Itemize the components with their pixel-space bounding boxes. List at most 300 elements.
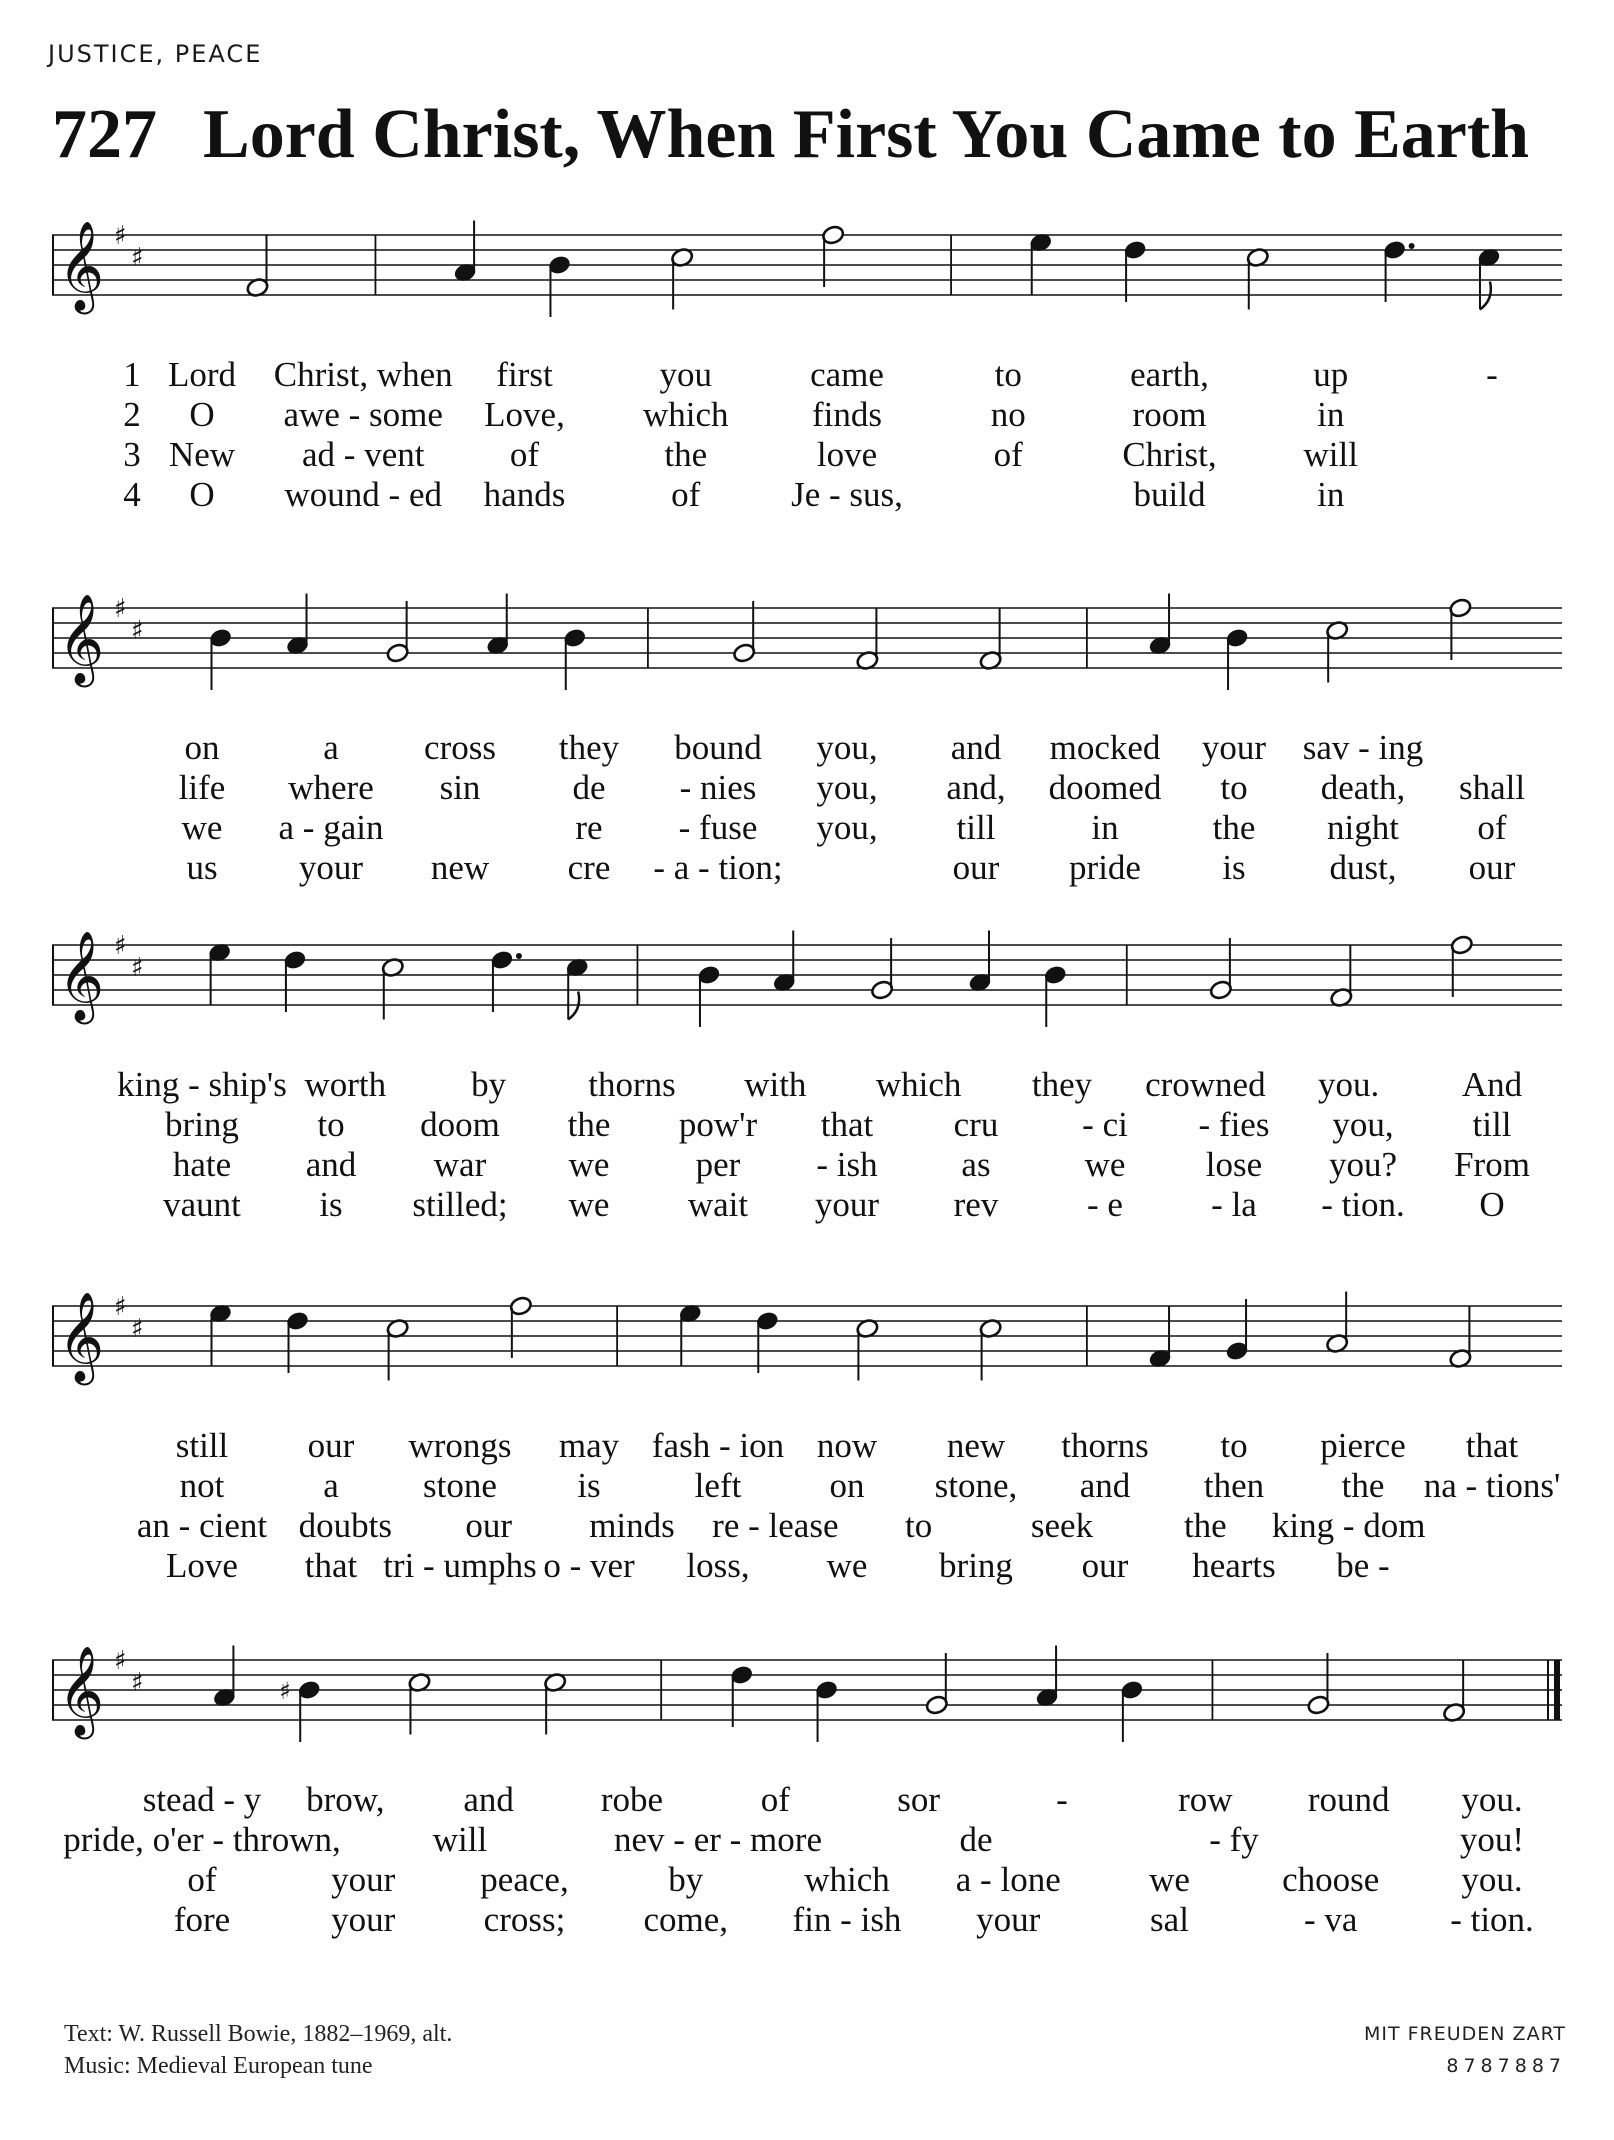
lyric-syllable: fin - ish	[792, 1900, 902, 1939]
lyric-syllable: - a - tion;	[653, 848, 783, 887]
note	[381, 957, 405, 1020]
lyric-syllable: and	[305, 1145, 357, 1184]
lyric-syllable: sav - ing	[1302, 728, 1424, 767]
lyric-syllable: which	[642, 395, 729, 434]
lyric-syllable: in	[1317, 395, 1345, 434]
dot	[1409, 243, 1415, 249]
note	[1043, 964, 1067, 1027]
staff	[52, 925, 1562, 1075]
lyric-syllable: up	[1313, 355, 1349, 394]
note	[1450, 934, 1474, 997]
lyric-line	[52, 1466, 1562, 1506]
lyric-syllable: nev - er - more	[614, 1820, 822, 1859]
lyric-syllable: - ci	[1082, 1105, 1128, 1144]
lyric-syllable: de	[572, 768, 606, 807]
note	[283, 949, 307, 1012]
note	[1442, 1661, 1466, 1724]
tune-meter: 8787887	[1446, 2055, 1566, 2077]
lyric-line	[52, 808, 1562, 848]
lyric-syllable: - fies	[1198, 1105, 1270, 1144]
lyric-syllable: that	[820, 1105, 874, 1144]
lyric-line	[52, 768, 1562, 808]
lyric-syllable: your	[814, 1185, 880, 1224]
tune-info	[1364, 2018, 1566, 2082]
note	[821, 224, 845, 287]
lyric-syllable: a - lone	[955, 1860, 1061, 1899]
lyric-syllable: ad - vent	[302, 435, 425, 474]
lyric-syllable: brow,	[306, 1780, 385, 1819]
lyric-syllable: on	[829, 1466, 865, 1505]
note	[407, 1672, 431, 1735]
lyric-syllable: love	[816, 435, 878, 474]
lyric-syllable: cre	[567, 848, 611, 887]
lyric-syllable: they	[558, 728, 620, 767]
lyric-syllable: pierce	[1320, 1426, 1406, 1465]
lyric-syllable: - fy	[1209, 1820, 1259, 1859]
dot	[516, 953, 522, 959]
note	[386, 1318, 410, 1381]
lyric-syllable: new	[946, 1426, 1006, 1465]
lyric-syllable: of	[187, 1860, 217, 1899]
lyric-syllable: fore	[173, 1900, 231, 1939]
lyric-syllable: Love	[166, 1546, 238, 1585]
lyric-syllable: the	[1341, 1466, 1385, 1505]
sharp-icon: ♯	[114, 221, 127, 251]
lyric-syllable: your	[976, 1900, 1041, 1939]
lyric-syllable: of	[760, 1780, 790, 1819]
lyric-syllable: row	[1178, 1780, 1233, 1819]
lyric-line	[52, 1105, 1562, 1145]
lyric-line	[52, 1820, 1562, 1860]
lyric-syllable: - e	[1087, 1185, 1123, 1224]
lyric-syllable: will	[432, 1820, 488, 1859]
lyric-line	[52, 1780, 1562, 1820]
note	[212, 1646, 236, 1709]
verse-number: 4	[123, 475, 141, 514]
lyric-syllable: on	[184, 728, 220, 767]
lyric-syllable: night	[1327, 808, 1399, 847]
lyric-syllable: a	[323, 1466, 339, 1505]
note	[979, 1318, 1003, 1381]
lyric-syllable: wait	[687, 1185, 749, 1224]
lyric-syllable: by	[668, 1860, 704, 1899]
lyric-syllable: - ish	[816, 1145, 878, 1184]
note	[208, 942, 232, 1005]
note	[509, 1295, 533, 1358]
lyric-syllable: the	[1212, 808, 1256, 847]
lyric-syllable: you.	[1318, 1065, 1380, 1104]
lyric-syllable: Je - sus,	[791, 475, 903, 514]
hymn-number: 727	[52, 96, 157, 173]
note	[870, 938, 894, 1001]
lyric-syllable: we	[1149, 1860, 1190, 1899]
lyric-syllable: thorns	[588, 1065, 676, 1104]
note	[386, 601, 410, 664]
lyric-syllable: our	[465, 1506, 512, 1545]
lyric-line	[52, 355, 1562, 395]
note	[855, 1318, 879, 1381]
treble-clef-icon: 𝄞	[58, 1292, 105, 1382]
lyric-syllable: loss,	[686, 1546, 750, 1585]
lyric-syllable: Christ,	[1122, 435, 1217, 474]
note	[1209, 938, 1233, 1001]
lyric-syllable: lose	[1205, 1145, 1263, 1184]
note	[279, 1677, 321, 1742]
lyric-syllable: vaunt	[163, 1185, 241, 1224]
lyric-syllable: - tion.	[1450, 1900, 1534, 1939]
lyric-syllable: then	[1203, 1466, 1265, 1505]
lyric-syllable: hate	[172, 1145, 232, 1184]
lyric-syllable: sor	[897, 1780, 941, 1819]
note	[285, 1310, 309, 1373]
lyric-syllable: is	[1222, 848, 1246, 887]
lyric-syllable: the	[567, 1105, 611, 1144]
lyric-syllable: to	[905, 1506, 933, 1545]
lyric-syllable: left	[694, 1466, 742, 1505]
lyric-syllable: o - ver	[543, 1546, 635, 1585]
lyric-syllable: bring	[939, 1546, 1013, 1585]
note	[1120, 1679, 1144, 1742]
lyric-syllable: life	[178, 768, 226, 807]
lyric-syllable: rev	[953, 1185, 999, 1224]
lyric-syllable: in	[1317, 475, 1345, 514]
note	[1448, 1307, 1472, 1370]
lyric-syllable: we	[826, 1546, 868, 1585]
lyric-syllable: your	[1201, 728, 1267, 767]
lyric-syllable: room	[1132, 395, 1207, 434]
lyric-syllable: bring	[165, 1105, 239, 1144]
lyric-syllable: will	[1303, 435, 1358, 474]
lyric-syllable: our	[1081, 1546, 1129, 1585]
lyric-line	[52, 1185, 1562, 1225]
lyric-syllable: that	[1465, 1426, 1519, 1465]
sharp-icon: ♯	[114, 1646, 127, 1676]
lyric-syllable: your	[298, 848, 364, 887]
lyric-syllable: minds	[589, 1506, 675, 1545]
lyric-syllable: still	[175, 1426, 229, 1465]
hymn-title: Lord Christ, When First You Came to Earth	[203, 96, 1530, 173]
lyric-syllable: you!	[1459, 1820, 1525, 1859]
lyric-line	[52, 1546, 1562, 1586]
note	[697, 964, 721, 1027]
lyric-syllable: - fuse	[678, 808, 758, 847]
lyric-syllable: tri - umphs	[383, 1546, 537, 1585]
lyric-syllable: you	[659, 355, 712, 394]
note	[453, 221, 477, 284]
lyric-syllable: And	[1461, 1065, 1523, 1104]
lyric-syllable: stilled;	[412, 1185, 508, 1224]
lyric-line	[52, 728, 1562, 768]
verse-number: 2	[123, 395, 141, 434]
lyric-syllable: Love,	[484, 395, 565, 434]
lyric-syllable: in	[1091, 808, 1119, 847]
note	[1035, 1646, 1059, 1709]
sharp-icon: ♯	[131, 953, 144, 983]
lyric-syllable: a	[323, 728, 339, 767]
lyric-syllable: which	[875, 1065, 962, 1104]
lyric-syllable: a - gain	[278, 808, 384, 847]
note	[730, 1664, 754, 1727]
sharp-icon: ♯	[131, 1668, 144, 1698]
note	[1148, 1307, 1172, 1370]
lyric-syllable: to	[994, 355, 1022, 394]
lyric-line	[52, 1900, 1562, 1940]
staff	[52, 215, 1562, 365]
lyric-line	[52, 1145, 1562, 1185]
note	[772, 931, 796, 994]
lyric-syllable: wound - ed	[284, 475, 442, 514]
lyric-syllable: Christ, when	[273, 355, 453, 394]
lyric-syllable: king - ship's	[117, 1065, 287, 1104]
lyric-syllable: -	[1486, 355, 1498, 394]
sharp-icon: ♯	[131, 616, 144, 646]
lyric-syllable: cru	[953, 1105, 999, 1144]
treble-clef-icon: 𝄞	[58, 1646, 105, 1736]
lyric-syllable: doomed	[1048, 768, 1162, 807]
lyric-syllable: which	[804, 1860, 890, 1899]
music-credit: Music: Medieval European tune	[64, 2053, 373, 2079]
lyric-syllable: - la	[1211, 1185, 1257, 1224]
lyric-syllable: the	[664, 435, 708, 474]
lyric-syllable: came	[810, 355, 884, 394]
lyric-syllable: the	[1183, 1506, 1227, 1545]
lyric-syllable: hands	[483, 475, 566, 514]
lyric-syllable: you,	[1332, 1105, 1394, 1144]
lyric-line	[52, 848, 1562, 888]
sharp-icon: ♯	[114, 1292, 127, 1322]
lyric-syllable: round	[1307, 1780, 1390, 1819]
note	[565, 957, 589, 1020]
lyric-syllable: cross	[424, 728, 496, 767]
note	[543, 1672, 567, 1735]
sharp-accidental-icon: ♯	[279, 1677, 291, 1705]
lyric-syllable: till	[1472, 1105, 1512, 1144]
lyric-syllable: of	[671, 475, 701, 514]
lyric-syllable: your	[331, 1860, 396, 1899]
lyric-syllable: an - cient	[136, 1506, 268, 1545]
lyric-syllable: O	[1479, 1185, 1505, 1224]
lyric-syllable: bound	[674, 728, 762, 767]
note	[1383, 239, 1415, 302]
lyric-syllable: finds	[812, 395, 882, 434]
lyric-syllable: no	[990, 395, 1026, 434]
lyric-syllable: we	[568, 1185, 610, 1224]
note	[1225, 1299, 1249, 1362]
lyric-syllable: your	[331, 1900, 396, 1939]
staff	[52, 1640, 1562, 1790]
lyric-syllable: we	[181, 808, 223, 847]
lyric-syllable: be -	[1336, 1546, 1390, 1585]
lyric-syllable: worth	[304, 1065, 387, 1104]
lyric-syllable: -	[1056, 1780, 1068, 1819]
note	[1325, 1292, 1349, 1355]
lyric-syllable: with	[744, 1065, 807, 1104]
note	[547, 254, 571, 317]
note	[486, 594, 510, 657]
lyric-line	[52, 1426, 1562, 1466]
lyric-syllable: thorns	[1061, 1426, 1149, 1465]
lyric-syllable: stone	[423, 1466, 497, 1505]
lyric-syllable: our	[307, 1426, 355, 1465]
lyric-syllable: build	[1133, 475, 1206, 514]
lyric-syllable: per	[695, 1145, 741, 1184]
tune-name: MIT FREUDEN ZART	[1363, 2023, 1566, 2045]
lyric-syllable: de	[959, 1820, 993, 1859]
note	[1123, 239, 1147, 302]
lyric-syllable: fash - ion	[651, 1426, 785, 1465]
lyric-syllable: sal	[1150, 1900, 1189, 1939]
lyric-syllable: shall	[1458, 768, 1526, 807]
note	[1029, 232, 1053, 295]
lyric-syllable: awe - some	[283, 395, 443, 434]
hymn-header	[52, 96, 1530, 173]
lyric-syllable: re	[575, 808, 603, 847]
lyric-line	[52, 435, 1562, 475]
lyric-syllable: - tion.	[1321, 1185, 1405, 1224]
lyric-syllable: as	[961, 1145, 991, 1184]
lyric-syllable: that	[304, 1546, 358, 1585]
note	[1448, 597, 1472, 660]
lyric-syllable: they	[1031, 1065, 1093, 1104]
lyric-syllable: new	[430, 848, 490, 887]
lyric-line	[52, 1506, 1562, 1546]
text-credit: Text: W. Russell Bowie, 1882–1969, alt.	[64, 2021, 453, 2047]
lyric-syllable: choose	[1282, 1860, 1380, 1899]
lyric-syllable: From	[1454, 1145, 1530, 1184]
lyric-syllable: of	[1477, 808, 1507, 847]
lyric-syllable: is	[319, 1185, 343, 1224]
lyric-syllable: death,	[1320, 768, 1406, 807]
lyric-syllable: we	[1084, 1145, 1126, 1184]
note	[490, 949, 522, 1012]
lyric-syllable: first	[496, 355, 553, 394]
treble-clef-icon: 𝄞	[58, 931, 105, 1021]
lyric-syllable: doubts	[298, 1506, 393, 1545]
lyric-syllable: our	[952, 848, 1000, 887]
lyric-syllable: till	[956, 808, 996, 847]
lyric-syllable: earth,	[1130, 355, 1209, 394]
lyric-syllable: and	[950, 728, 1002, 767]
lyric-syllable: king - dom	[1271, 1506, 1426, 1545]
note	[979, 609, 1003, 672]
note	[1246, 247, 1270, 310]
lyric-syllable: may	[558, 1426, 620, 1465]
lyric-syllable: you.	[1461, 1860, 1523, 1899]
lyric-line	[52, 475, 1562, 515]
lyric-syllable: our	[1468, 848, 1516, 887]
lyric-line	[52, 1065, 1562, 1105]
note	[732, 601, 756, 664]
lyric-syllable: - nies	[679, 768, 757, 807]
note	[670, 247, 694, 310]
note	[208, 627, 232, 690]
note	[968, 931, 992, 994]
note	[814, 1679, 838, 1742]
lyric-syllable: crowned	[1145, 1065, 1266, 1104]
lyric-syllable: you?	[1328, 1145, 1398, 1184]
staff	[52, 1286, 1562, 1436]
sharp-icon: ♯	[131, 243, 144, 273]
lyric-syllable: to	[1220, 1426, 1248, 1465]
lyric-syllable: is	[577, 1466, 601, 1505]
lyric-syllable: stead - y	[142, 1780, 262, 1819]
note	[925, 1653, 949, 1716]
verse-number: 3	[123, 435, 141, 474]
note	[208, 1303, 232, 1366]
sharp-icon: ♯	[131, 1314, 144, 1344]
lyric-syllable: come,	[643, 1900, 729, 1939]
lyric-syllable: you.	[1461, 1780, 1523, 1819]
lyric-syllable: re - lease	[712, 1506, 839, 1545]
lyric-syllable: to	[1220, 768, 1248, 807]
category-heading: JUSTICE, PEACE	[48, 40, 263, 68]
treble-clef-icon: 𝄞	[58, 221, 105, 311]
note	[755, 1310, 779, 1373]
lyric-syllable: na - tions'	[1423, 1466, 1561, 1505]
lyric-syllable: dust,	[1329, 848, 1397, 887]
lyric-syllable: hearts	[1192, 1546, 1276, 1585]
lyric-syllable: pride	[1069, 848, 1141, 887]
lyric-syllable: where	[288, 768, 374, 807]
lyric-syllable: of	[993, 435, 1023, 474]
lyric-syllable: of	[509, 435, 540, 474]
note	[563, 627, 587, 690]
lyric-syllable: you,	[816, 768, 878, 807]
note	[1329, 946, 1353, 1009]
lyric-syllable: O	[189, 475, 215, 514]
lyric-syllable: - va	[1304, 1900, 1358, 1939]
lyric-syllable: us	[186, 848, 218, 887]
lyric-syllable: peace,	[480, 1860, 569, 1899]
lyric-syllable: to	[317, 1105, 345, 1144]
note	[855, 609, 879, 672]
sharp-icon: ♯	[114, 931, 127, 961]
note	[245, 236, 269, 299]
note	[1325, 620, 1349, 683]
treble-clef-icon: 𝄞	[58, 594, 105, 684]
sharp-icon: ♯	[114, 594, 127, 624]
lyric-syllable: you,	[816, 808, 878, 847]
lyric-syllable: seek	[1030, 1506, 1094, 1545]
lyric-syllable: and	[463, 1780, 514, 1819]
lyric-line	[52, 1860, 1562, 1900]
lyric-syllable: robe	[600, 1780, 664, 1819]
lyric-syllable: you,	[816, 728, 878, 767]
lyric-line	[52, 395, 1562, 435]
staff	[52, 588, 1562, 738]
lyric-syllable: mocked	[1049, 728, 1161, 767]
lyric-syllable: pride, o'er - thrown,	[63, 1820, 341, 1859]
lyric-syllable: and	[1079, 1466, 1131, 1505]
lyric-syllable: sin	[439, 768, 481, 807]
note	[1225, 627, 1249, 690]
note	[1148, 594, 1172, 657]
lyric-syllable: now	[816, 1426, 878, 1465]
lyric-syllable: doom	[420, 1105, 500, 1144]
lyric-syllable: by	[471, 1065, 507, 1104]
lyric-syllable: cross;	[483, 1900, 566, 1939]
lyric-syllable: O	[189, 395, 215, 434]
lyric-syllable: Lord	[167, 355, 237, 394]
note	[678, 1303, 702, 1366]
lyric-syllable: stone,	[934, 1466, 1018, 1505]
credits	[64, 2018, 452, 2082]
lyric-syllable: wrongs	[408, 1426, 512, 1465]
lyric-syllable: not	[179, 1466, 225, 1505]
note	[285, 594, 309, 657]
lyric-syllable: New	[168, 435, 236, 474]
note	[1306, 1653, 1330, 1716]
